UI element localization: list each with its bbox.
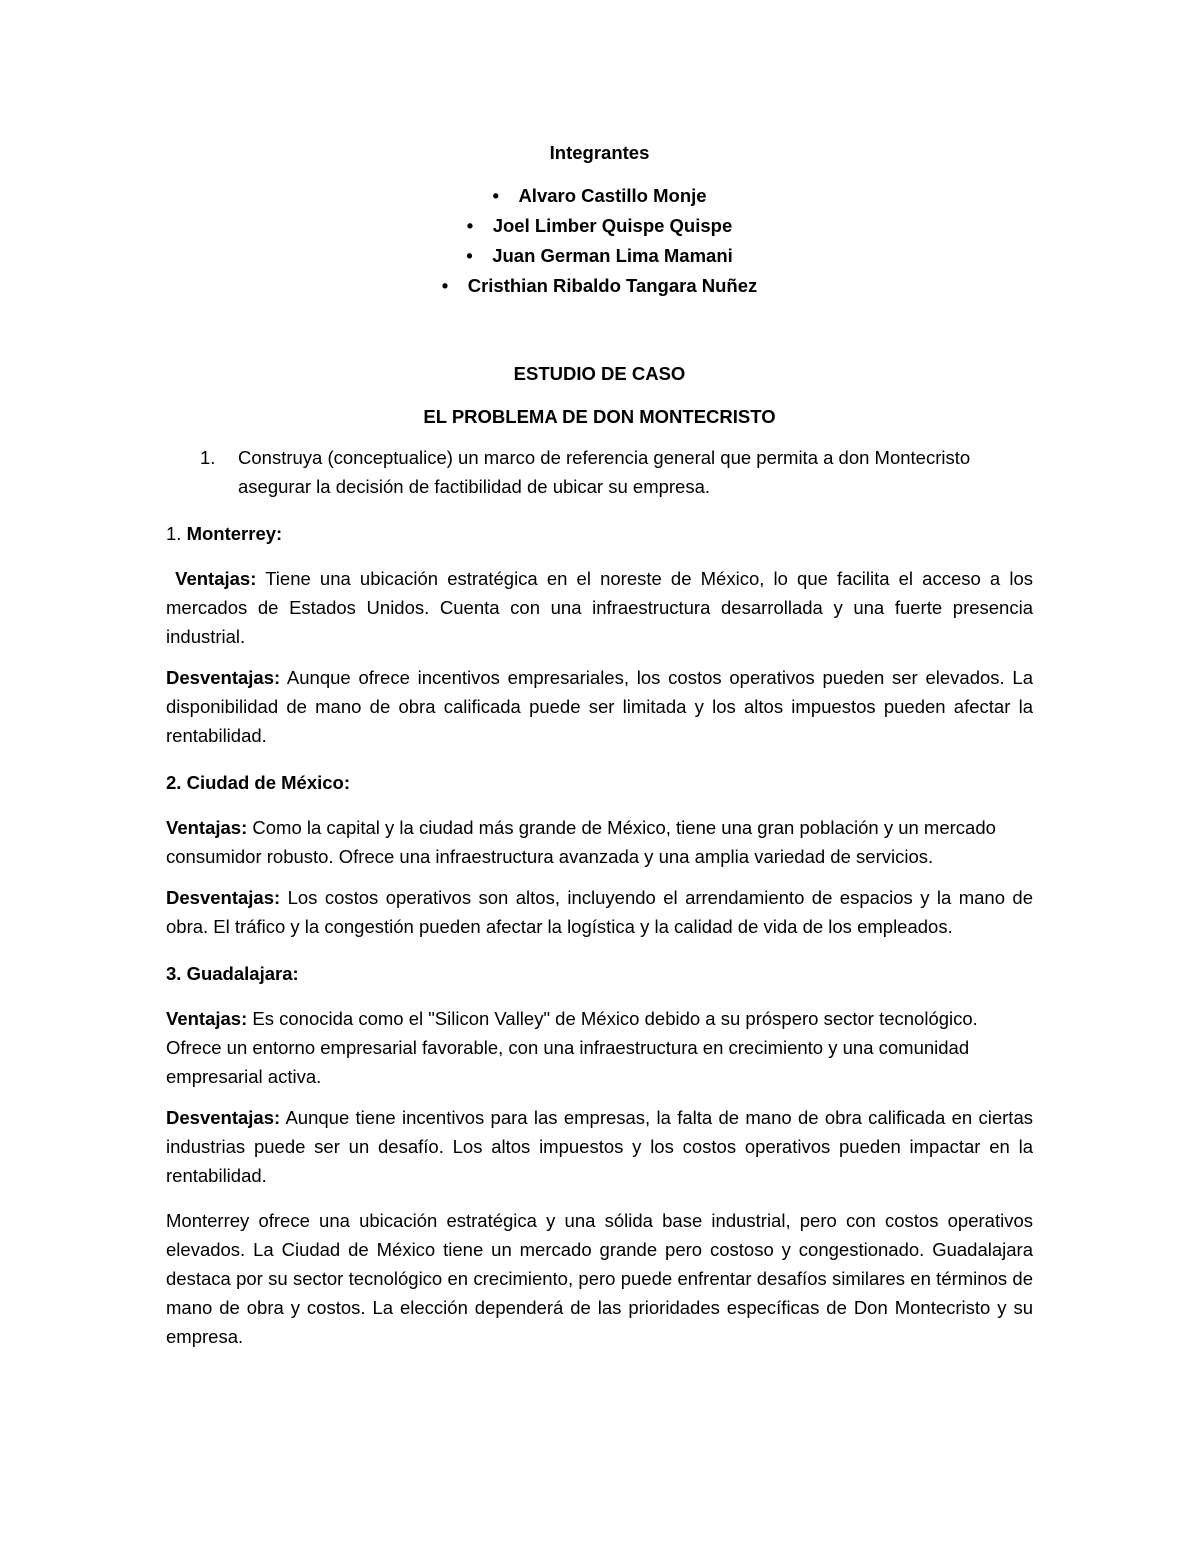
members-list bbox=[166, 181, 1033, 301]
ventajas-label: Ventajas: bbox=[166, 817, 248, 838]
desventajas-paragraph bbox=[166, 883, 1033, 941]
section-heading-monterrey: 1. Monterrey: bbox=[166, 523, 283, 544]
member-item bbox=[166, 211, 1033, 241]
ventajas-text: Como la capital y la ciudad más grande de México, tiene una gran población y un mercado consumidor robusto. Ofrece una infraestructura avanzada y una amplia variedad de servicios. bbox=[166, 817, 996, 867]
bullet-icon: • bbox=[466, 215, 474, 236]
member-item bbox=[166, 181, 1033, 211]
desventajas-text: Los costos operativos son altos, incluyendo el arrendamiento de espacios y la mano de obra. El tráfico y la congestión pueden afectar la logística y la calidad de vida de los empleados. bbox=[166, 887, 1033, 937]
section-heading-ciudad-de-mexico: 2. Ciudad de México: bbox=[166, 772, 351, 793]
section-heading-guadalajara: 3. Guadalajara: bbox=[166, 963, 299, 984]
document-body bbox=[166, 138, 1033, 1351]
bullet-icon: • bbox=[466, 245, 473, 266]
member-item bbox=[166, 271, 1033, 301]
conclusion-paragraph: Monterrey ofrece una ubicación estratégica y una sólida base industrial, pero con costos operativos elevados. La Ciudad de México tiene un mercado grande pero costoso y congestionado. Guadalajara destaca por su sector tecnológico en crecimiento, pero puede enfrentar desafíos similares en términos de mano de obra y costos. La elección dependerá de las prioridades específicas de Don Montecristo y su empresa. bbox=[166, 1210, 1033, 1347]
problem-title: EL PROBLEMA DE DON MONTECRISTO bbox=[423, 406, 776, 427]
desventajas-label: Desventajas: bbox=[166, 667, 281, 688]
member-name: Alvaro Castillo Monje bbox=[518, 185, 707, 206]
ventajas-text: Tiene una ubicación estratégica en el noreste de México, lo que facilita el acceso a los mercados de Estados Unidos. Cuenta con una infraestructura desarrollada y una fuerte presencia industrial. bbox=[166, 568, 1033, 647]
member-name: Joel Limber Quispe Quispe bbox=[492, 215, 733, 236]
desventajas-text: Aunque tiene incentivos para las empresas, la falta de mano de obra calificada en ciertas industrias puede ser un desafío. Los altos impuestos y los costos operativos pueden impactar en la rentabilidad. bbox=[166, 1107, 1033, 1186]
ventajas-label: Ventajas: bbox=[166, 1008, 248, 1029]
member-name: Cristhian Ribaldo Tangara Nuñez bbox=[467, 275, 758, 296]
desventajas-paragraph bbox=[166, 1103, 1033, 1190]
question-text: Construya (conceptualice) un marco de referencia general que permita a don Montecristo asegurar la decisión de factibilidad de ubicar su empresa. bbox=[238, 447, 971, 497]
question-number: 1. bbox=[200, 447, 216, 468]
ventajas-paragraph bbox=[166, 1004, 1033, 1091]
desventajas-text: Aunque ofrece incentivos empresariales, los costos operativos pueden ser elevados. La disponibilidad de mano de obra calificada puede ser limitada y los altos impuestos pueden afectar la rentabilidad. bbox=[166, 667, 1033, 746]
question-item bbox=[166, 443, 1033, 501]
bullet-icon: • bbox=[492, 185, 499, 206]
case-study-title: ESTUDIO DE CASO bbox=[513, 363, 686, 384]
ventajas-paragraph bbox=[166, 564, 1033, 651]
desventajas-label: Desventajas: bbox=[166, 887, 281, 908]
ventajas-text: Es conocida como el "Silicon Valley" de México debido a su próspero sector tecnológico. Ofrece un entorno empresarial favorable, con una infraestructura en crecimiento y una comunidad empresarial activa. bbox=[166, 1008, 978, 1087]
bullet-icon: • bbox=[441, 275, 449, 296]
ventajas-label: Ventajas: bbox=[175, 568, 257, 589]
desventajas-label: Desventajas: bbox=[166, 1107, 281, 1128]
member-name: Juan German Lima Mamani bbox=[492, 245, 733, 266]
member-item bbox=[166, 241, 1033, 271]
ventajas-paragraph bbox=[166, 813, 1033, 871]
integrantes-heading: Integrantes bbox=[549, 142, 650, 163]
desventajas-paragraph bbox=[166, 663, 1033, 750]
